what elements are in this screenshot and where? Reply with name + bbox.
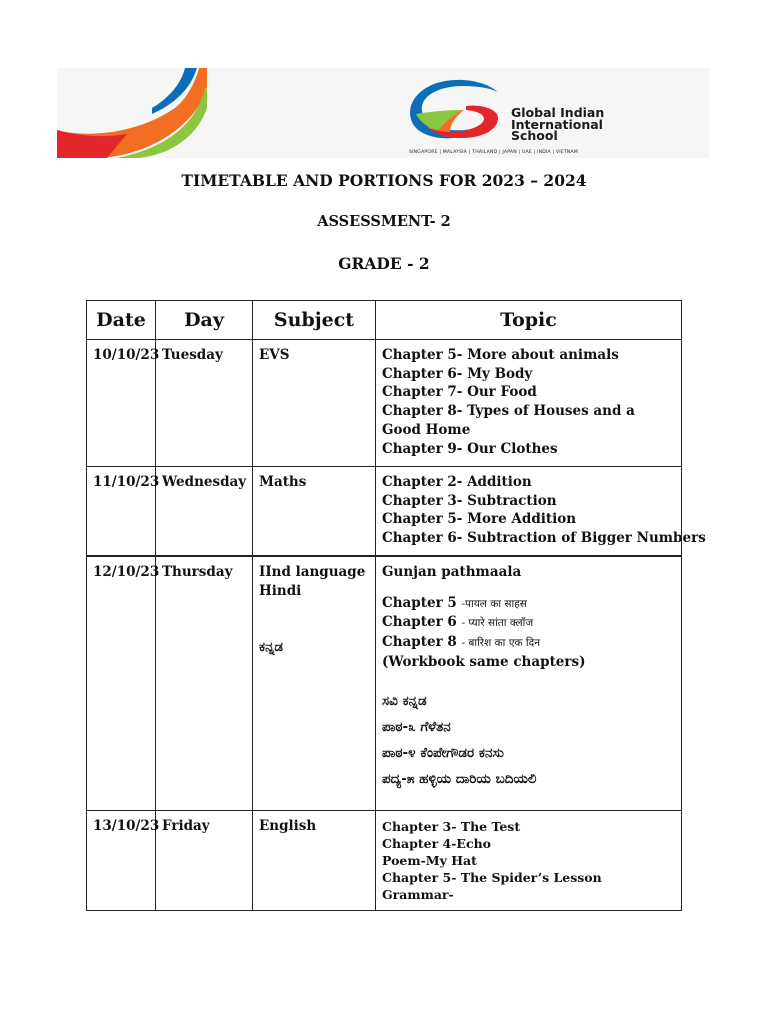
- chapter-title: - प्यारे सांता क्लॉज: [461, 617, 534, 630]
- chapter-title: - बारिश का एक दिन: [461, 637, 541, 650]
- cell-subject: Maths: [253, 467, 376, 557]
- topic-item: Chapter 7- Our Food: [382, 384, 537, 401]
- topic-item: Chapter 6- My Body: [382, 365, 533, 382]
- cell-date: 12/10/23: [87, 556, 156, 811]
- cell-date: 11/10/23: [87, 467, 156, 557]
- swoosh-graphic: [57, 68, 207, 158]
- school-name-line-3: School: [511, 128, 558, 143]
- header-day: Day: [156, 301, 253, 340]
- timetable: [86, 300, 706, 911]
- topic-item: Poem-My Hat: [382, 853, 477, 868]
- chapter-prefix: Chapter 6: [382, 614, 462, 631]
- cell-subject: [253, 556, 376, 811]
- cell-day: Wednesday: [156, 467, 253, 557]
- cell-topics: [376, 556, 682, 811]
- assessment-title: ASSESSMENT- 2: [317, 213, 451, 230]
- table-header-row: [87, 301, 682, 340]
- topic-item: Chapter 3- The Test: [382, 819, 521, 834]
- table-row: [87, 340, 682, 467]
- school-logo-icon: [406, 78, 506, 142]
- header-date: Date: [87, 301, 156, 340]
- cell-day: Friday: [156, 811, 253, 911]
- topic-item: Chapter 5- More Addition: [382, 511, 577, 528]
- subject-kannada: ಕನ್ನಡ: [259, 639, 284, 656]
- cell-day: Thursday: [156, 556, 253, 811]
- topic-item: Grammar-: [382, 887, 454, 902]
- hindi-chapter: [382, 594, 675, 614]
- cell-subject: English: [253, 811, 376, 911]
- cell-topics: [376, 467, 706, 557]
- cell-subject: EVS: [253, 340, 376, 467]
- page-title: TIMETABLE AND PORTIONS FOR 2023 – 2024: [181, 171, 587, 190]
- kannada-topic: ಸವಿ ಕನ್ನಡ: [382, 692, 427, 709]
- topic-item: Chapter 2- Addition: [382, 474, 532, 490]
- header-topic: Topic: [376, 301, 682, 340]
- cell-date: 10/10/23: [87, 340, 156, 467]
- school-name-line-1: Global Indian: [511, 105, 605, 120]
- topic-item: Chapter 9- Our Clothes: [382, 440, 558, 457]
- cell-topics: [376, 811, 682, 911]
- kannada-topic: ಪಾಠ-೩ ಗೆಳೆತನ: [382, 718, 451, 735]
- grade-title: GRADE - 2: [338, 254, 430, 273]
- countries-list: SINGAPORE | MALAYSIA | THAILAND | JAPAN | UAE | INDIA | VIETNAM: [409, 150, 579, 155]
- topic-item: Chapter 5- The Spider’s Lesson: [382, 870, 602, 885]
- topic-item: Chapter 5- More about animals: [382, 347, 619, 363]
- school-name: [511, 107, 604, 142]
- topic-item: Chapter 3- Subtraction: [382, 492, 557, 509]
- chapter-title: -पायल का साहस: [461, 597, 527, 610]
- cell-topics: [376, 340, 682, 467]
- hindi-chapter: [382, 633, 675, 653]
- chapter-prefix: Chapter 5: [382, 594, 462, 611]
- kannada-topic: ಪದ್ಯ-೫ ಹಳ್ಳಿಯ ದಾರಿಯ ಬದಿಯಲಿ: [382, 770, 537, 787]
- hindi-chapter: [382, 613, 675, 633]
- table-row: [87, 467, 682, 557]
- school-name-line-2: International: [511, 116, 603, 132]
- topic-item: Chapter 6- Subtraction of Bigger Numbers: [382, 530, 706, 547]
- cell-day: Tuesday: [156, 340, 253, 467]
- subject-line: IInd language: [259, 564, 366, 580]
- chapter-prefix: Chapter 8: [382, 634, 462, 651]
- cell-date: 13/10/23: [87, 811, 156, 911]
- subject-line: Hindi: [259, 582, 302, 599]
- topic-item: Chapter 4-Echo: [382, 836, 491, 851]
- header-subject: Subject: [253, 301, 376, 340]
- table-row: [87, 556, 682, 811]
- topic-item: Chapter 8- Types of Houses and a Good Home: [382, 403, 635, 438]
- table-row: [87, 811, 682, 911]
- workbook-note: (Workbook same chapters): [382, 653, 586, 670]
- topics-heading: Gunjan pathmaala: [382, 564, 522, 580]
- kannada-topic: ಪಾಠ-೪ ಕೆಂಪೇಗೌಡರ ಕನಸು: [382, 744, 504, 761]
